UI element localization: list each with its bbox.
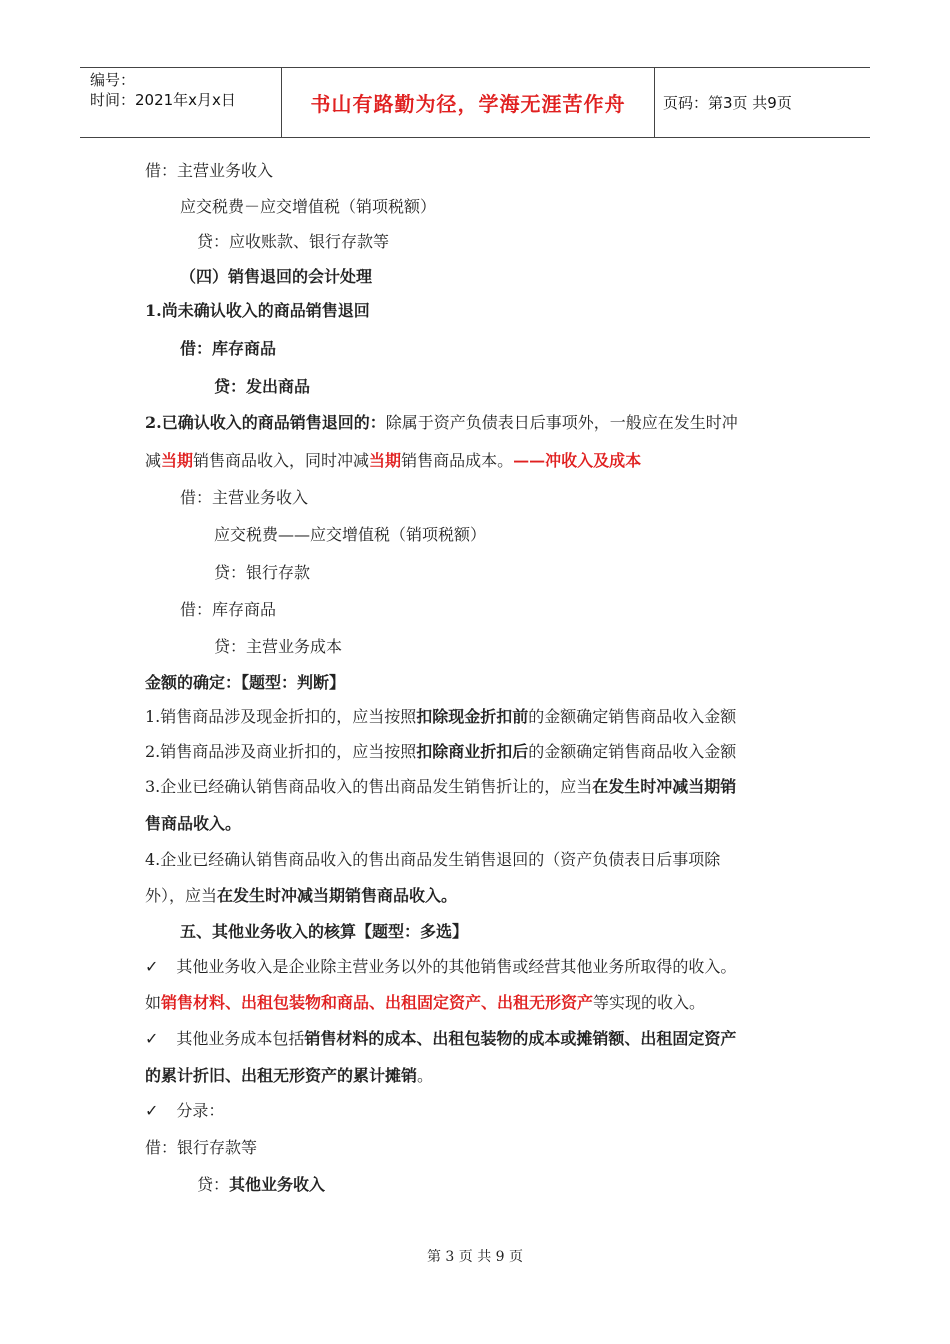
other-revenue-examples xyxy=(145,992,705,1014)
highlight-current-period: 当期 xyxy=(369,451,402,470)
rule-sales-allowance-line2: 售商品收入。 xyxy=(145,814,242,833)
subheading-unrecognized-return: 1.尚未确认收入的商品销售退回 xyxy=(145,301,370,320)
code-label: 编号： xyxy=(90,71,136,89)
rule-trade-discount xyxy=(145,741,736,763)
bullet-journal-entry xyxy=(145,1100,224,1122)
text-span: 2.销售商品涉及商业折扣的，应当按照 xyxy=(145,742,417,761)
bold-span: 销售材料的成本、出租包装物的成本或摊销额、出租固定资产 xyxy=(304,1029,737,1048)
header-motto: 书山有路勤为径，学海无涯苦作舟 xyxy=(282,68,655,137)
text-span: 贷： xyxy=(197,1175,230,1194)
entry-credit-other-revenue xyxy=(197,1174,325,1196)
bold-span: 扣除现金折扣前 xyxy=(416,707,529,726)
check-icon: ✓ xyxy=(145,957,159,976)
recognized-return-text: 除属于资产负债表日后事项外，一般应在发生时冲 xyxy=(385,413,738,432)
text-span: 其他业务收入是企业除主营业务以外的其他销售或经营其他业务所取得的收入。 xyxy=(176,957,737,976)
text-span: 减 xyxy=(145,451,162,470)
bold-span: 在发生时冲减当期销售商品收入。 xyxy=(217,886,458,905)
heading-amount-determination: 金额的确定：【题型：判断】 xyxy=(145,673,346,692)
entry-debit-main-revenue: 借：主营业务收入 xyxy=(145,161,274,180)
entry-debit-inventory-2: 借：库存商品 xyxy=(180,600,277,619)
bullet-other-cost-line2 xyxy=(145,1065,433,1087)
check-icon: ✓ xyxy=(145,1029,159,1048)
entry-credit-goods-shipped: 贷：发出商品 xyxy=(214,377,311,396)
text-span: 销售商品成本。 xyxy=(401,451,514,470)
rule-sales-return-line2 xyxy=(145,885,457,907)
bullet-other-revenue-definition xyxy=(145,956,736,978)
highlight-current-period: 当期 xyxy=(161,451,194,470)
section-heading-sales-return: （四）销售退回的会计处理 xyxy=(180,267,373,286)
header-meta xyxy=(80,68,282,137)
text-span: 其他业务成本包括 xyxy=(176,1029,305,1048)
highlight-span: 销售材料、出租包装物和商品、出租固定资产、出租无形资产 xyxy=(161,993,594,1012)
entry-debit-inventory: 借：库存商品 xyxy=(180,339,277,358)
entry-credit-bank-deposit: 贷：银行存款 xyxy=(214,563,311,582)
text-span: 分录： xyxy=(176,1101,225,1120)
highlight-offset-note: ——冲收入及成本 xyxy=(513,451,642,470)
text-span: 等实现的收入。 xyxy=(593,993,706,1012)
section-heading-other-revenue: 五、其他业务收入的核算【题型：多选】 xyxy=(180,922,469,941)
header-page-info: 页码：第3页 共9页 xyxy=(663,94,792,112)
entry-debit-main-revenue-2: 借：主营业务收入 xyxy=(180,488,309,507)
entry-tax-payable-2: 应交税费——应交增值税（销项税额） xyxy=(214,525,487,544)
entry-debit-bank-deposit: 借：银行存款等 xyxy=(145,1138,258,1157)
entry-credit-receivable: 贷：应收账款、银行存款等 xyxy=(197,232,390,251)
check-icon: ✓ xyxy=(145,1101,159,1120)
text-span: 如 xyxy=(145,993,162,1012)
text-span: 的金额确定销售商品收入金额 xyxy=(528,742,737,761)
text-span: 销售商品收入，同时冲减 xyxy=(193,451,370,470)
text-span: 。 xyxy=(417,1066,434,1085)
rule-sales-return-line1: 4.企业已经确认销售商品收入的售出商品发生销售退回的（资产负债表日后事项除 xyxy=(145,850,721,869)
entry-tax-payable: 应交税费－应交增值税（销项税额） xyxy=(180,197,437,216)
text-span: 3.企业已经确认销售商品收入的售出商品发生销售折让的，应当 xyxy=(145,777,593,796)
rule-cash-discount xyxy=(145,706,736,728)
bold-span: 在发生时冲减当期销 xyxy=(592,777,737,796)
bold-span: 的累计折旧、出租无形资产的累计摊销 xyxy=(145,1066,418,1085)
bold-span: 其他业务收入 xyxy=(229,1175,326,1194)
paragraph-recognized-return-line1 xyxy=(145,412,738,434)
text-span: 外），应当 xyxy=(145,886,218,905)
text-span: 的金额确定销售商品收入金额 xyxy=(528,707,737,726)
text-span: 1.销售商品涉及现金折扣的，应当按照 xyxy=(145,707,417,726)
date-label: 时间：2021年x月x日 xyxy=(90,91,236,109)
document-header xyxy=(80,67,870,138)
paragraph-recognized-return-line2 xyxy=(145,450,641,472)
bullet-other-cost-line1 xyxy=(145,1028,736,1050)
bold-span: 扣除商业折扣后 xyxy=(416,742,529,761)
page-footer: 第 3 页 共 9 页 xyxy=(426,1249,524,1265)
recognized-return-label: 2.已确认收入的商品销售退回的： xyxy=(145,413,386,432)
entry-credit-main-cost: 贷：主营业务成本 xyxy=(214,637,343,656)
rule-sales-allowance-line1 xyxy=(145,776,736,798)
